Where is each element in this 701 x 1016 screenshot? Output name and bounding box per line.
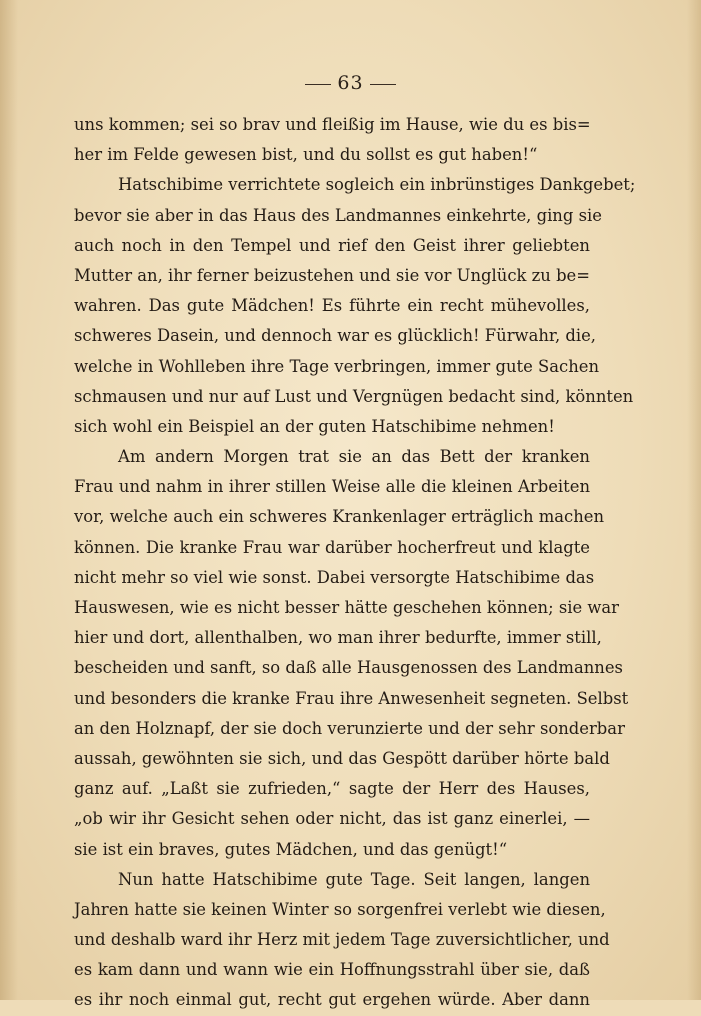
- text-line: nicht mehr so viel wie sonst. Dabei versorgte Hatschibime das: [74, 567, 595, 587]
- page-edge-shadow-left: [0, 0, 18, 1000]
- text-line: „ob wir ihr Gesicht sehen oder nicht, das ist ganz einerlei, —: [74, 809, 590, 829]
- text-line: es ihr noch einmal gut, recht gut ergehen würde. Aber dann: [74, 990, 590, 1010]
- text-line: sie ist ein braves, gutes Mädchen, und das genügt!“: [74, 839, 508, 859]
- text-line: bescheiden und sanft, so daß alle Hausgenossen des Landmannes: [74, 658, 623, 678]
- text-line: Hatschibime verrichtete sogleich ein inbrünstiges Dankgebet;: [118, 175, 636, 195]
- text-line: schweres Dasein, und dennoch war es glücklich! Fürwahr, die,: [74, 326, 597, 346]
- text-line: uns kommen; sei so brav und fleißig im Hause, wie du es bis=: [74, 115, 591, 134]
- text-line: schmausen und nur auf Lust und Vergnügen bedacht sind, könnten: [74, 386, 634, 406]
- text-line: Mutter an, ihr ferner beizustehen und sie vor Unglück zu be=: [74, 265, 590, 285]
- text-line: können. Die kranke Frau war darüber hocherfreut und klagte: [74, 537, 590, 557]
- text-line: wahren. Das gute Mädchen! Es führte ein recht mühevolles,: [74, 296, 590, 316]
- text-line: Nun hatte Hatschibime gute Tage. Seit langen, langen: [118, 869, 590, 889]
- page-edge-shadow-right: [687, 0, 701, 1000]
- body-text: [74, 110, 636, 1016]
- text-line: Hauswesen, wie es nicht besser hätte geschehen können; sie war: [74, 598, 620, 617]
- text-line: und deshalb ward ihr Herz mit jedem Tage zuversichtlicher, und: [74, 930, 610, 950]
- text-line: Am andern Morgen trat sie an das Bett der kranken: [118, 447, 590, 467]
- text-line: bevor sie aber in das Haus des Landmannes einkehrte, ging sie: [74, 205, 602, 225]
- header-dash-right: [370, 84, 396, 85]
- text-line: ganz auf. „Laßt sie zufrieden,“ sagte der Herr des Hauses,: [74, 779, 590, 799]
- text-line: welche in Wohlleben ihre Tage verbringen, immer gute Sachen: [74, 356, 600, 376]
- header-dash-left: [305, 84, 331, 85]
- text-line: Frau und nahm in ihrer stillen Weise alle die kleinen Arbeiten: [74, 477, 590, 497]
- text-line: sich wohl ein Beispiel an der guten Hatschibime nehmen!: [74, 416, 555, 436]
- text-line: vor, welche auch ein schweres Krankenlager erträglich machen: [74, 507, 605, 527]
- text-line: aussah, gewöhnten sie sich, und das Gespött darüber hörte bald: [74, 748, 610, 768]
- text-line: und besonders die kranke Frau ihre Anwesenheit segneten. Selbst: [74, 688, 629, 708]
- text-line: es kam dann und wann wie ein Hoffnungsstrahl über sie, daß: [74, 960, 590, 980]
- text-line: auch noch in den Tempel und rief den Geist ihrer geliebten: [74, 235, 590, 255]
- text-line: her im Felde gewesen bist, und du sollst es gut haben!“: [74, 145, 538, 165]
- text-line: Jahren hatte sie keinen Winter so sorgenfrei verlebt wie diesen,: [74, 899, 606, 919]
- text-line: an den Holznapf, der sie doch verunzierte und der sehr sonderbar: [74, 718, 625, 738]
- text-line: hier und dort, allenthalben, wo man ihrer bedurfte, immer still,: [74, 628, 602, 648]
- page-number: 63: [337, 72, 364, 94]
- page-header: [0, 72, 701, 94]
